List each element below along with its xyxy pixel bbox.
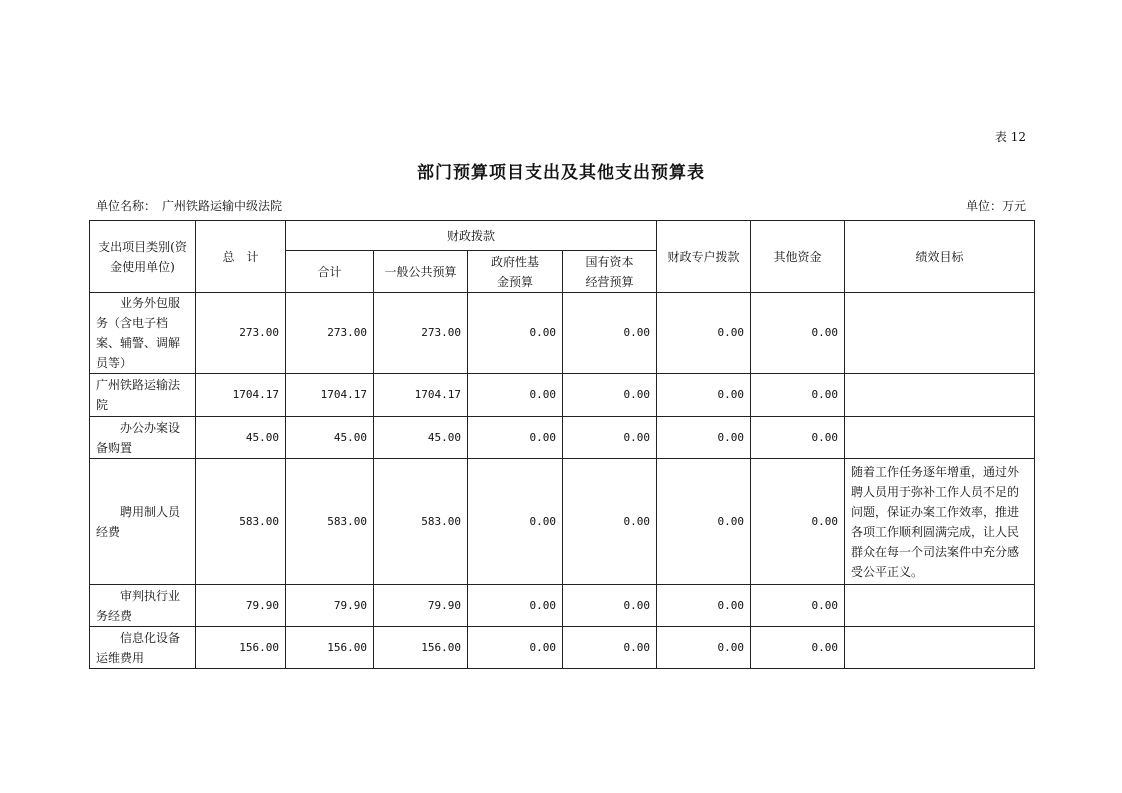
table-row	[90, 417, 1035, 459]
table-row	[90, 459, 1035, 585]
special-transfer-cell: 0.00	[657, 459, 751, 585]
header-state-capital: 国有资本经营预算	[563, 251, 657, 293]
total-cell: 45.00	[196, 417, 286, 459]
state-capital-cell: 0.00	[563, 459, 657, 585]
special-transfer-cell: 0.00	[657, 585, 751, 627]
state-capital-cell: 0.00	[563, 585, 657, 627]
special-transfer-cell: 0.00	[657, 417, 751, 459]
other-funds-cell: 0.00	[751, 627, 845, 669]
total-cell: 1704.17	[196, 374, 286, 417]
general-public-cell: 45.00	[374, 417, 468, 459]
general-public-cell: 1704.17	[374, 374, 468, 417]
category-cell: 广州铁路运输法院	[90, 374, 196, 417]
general-public-cell: 79.90	[374, 585, 468, 627]
subtotal-cell: 273.00	[286, 293, 374, 374]
header-fiscal: 财政拨款	[286, 221, 657, 251]
category-cell: 审判执行业务经费	[90, 585, 196, 627]
header-other-funds: 其他资金	[751, 221, 845, 293]
gov-fund-cell: 0.00	[468, 417, 563, 459]
category-cell: 业务外包服务（含电子档案、辅警、调解员等）	[90, 293, 196, 374]
budget-table	[89, 220, 1035, 669]
header-total: 总 计	[196, 221, 286, 293]
other-funds-cell: 0.00	[751, 459, 845, 585]
org-label: 单位名称：	[96, 199, 157, 213]
subtotal-cell: 1704.17	[286, 374, 374, 417]
state-capital-cell: 0.00	[563, 627, 657, 669]
total-cell: 79.90	[196, 585, 286, 627]
subtotal-cell: 79.90	[286, 585, 374, 627]
goal-cell	[845, 293, 1035, 374]
total-cell: 583.00	[196, 459, 286, 585]
org-name: 广州铁路运输中级法院	[162, 199, 283, 213]
table-number: 表 12	[994, 130, 1026, 144]
category-cell: 聘用制人员经费	[90, 459, 196, 585]
special-transfer-cell: 0.00	[657, 627, 751, 669]
other-funds-cell: 0.00	[751, 417, 845, 459]
gov-fund-cell: 0.00	[468, 293, 563, 374]
header-special-transfer: 财政专户拨款	[657, 221, 751, 293]
header-category: 支出项目类别(资金使用单位)	[90, 221, 196, 293]
general-public-cell: 583.00	[374, 459, 468, 585]
state-capital-cell: 0.00	[563, 293, 657, 374]
table-row	[90, 627, 1035, 669]
goal-cell	[845, 585, 1035, 627]
currency-unit: 单位：万元	[965, 199, 1026, 213]
gov-fund-cell: 0.00	[468, 585, 563, 627]
header-general-public: 一般公共预算	[374, 251, 468, 293]
other-funds-cell: 0.00	[751, 585, 845, 627]
gov-fund-cell: 0.00	[468, 459, 563, 585]
special-transfer-cell: 0.00	[657, 293, 751, 374]
goal-cell	[845, 374, 1035, 417]
total-cell: 156.00	[196, 627, 286, 669]
special-transfer-cell: 0.00	[657, 374, 751, 417]
state-capital-cell: 0.00	[563, 374, 657, 417]
general-public-cell: 273.00	[374, 293, 468, 374]
general-public-cell: 156.00	[374, 627, 468, 669]
header-subtotal: 合计	[286, 251, 374, 293]
category-cell: 办公办案设备购置	[90, 417, 196, 459]
total-cell: 273.00	[196, 293, 286, 374]
header-gov-fund: 政府性基金预算	[468, 251, 563, 293]
category-cell: 信息化设备运维费用	[90, 627, 196, 669]
goal-cell: 随着工作任务逐年增重，通过外聘人员用于弥补工作人员不足的问题，保证办案工作效率，推进各项工作顺利圆满完成，让人民群众在每一个司法案件中充分感受公平正义。	[845, 459, 1035, 585]
budget-body	[90, 293, 1035, 669]
other-funds-cell: 0.00	[751, 293, 845, 374]
gov-fund-cell: 0.00	[468, 627, 563, 669]
table-row	[90, 374, 1035, 417]
state-capital-cell: 0.00	[563, 417, 657, 459]
subtotal-cell: 156.00	[286, 627, 374, 669]
table-row	[90, 585, 1035, 627]
subtotal-cell: 583.00	[286, 459, 374, 585]
header-row-1	[90, 221, 1035, 251]
header-goal: 绩效目标	[845, 221, 1035, 293]
table-row	[90, 293, 1035, 374]
page-title: 部门预算项目支出及其他支出预算表	[417, 163, 705, 183]
goal-cell	[845, 627, 1035, 669]
subtotal-cell: 45.00	[286, 417, 374, 459]
other-funds-cell: 0.00	[751, 374, 845, 417]
unit-line	[96, 197, 1026, 213]
goal-cell	[845, 417, 1035, 459]
gov-fund-cell: 0.00	[468, 374, 563, 417]
